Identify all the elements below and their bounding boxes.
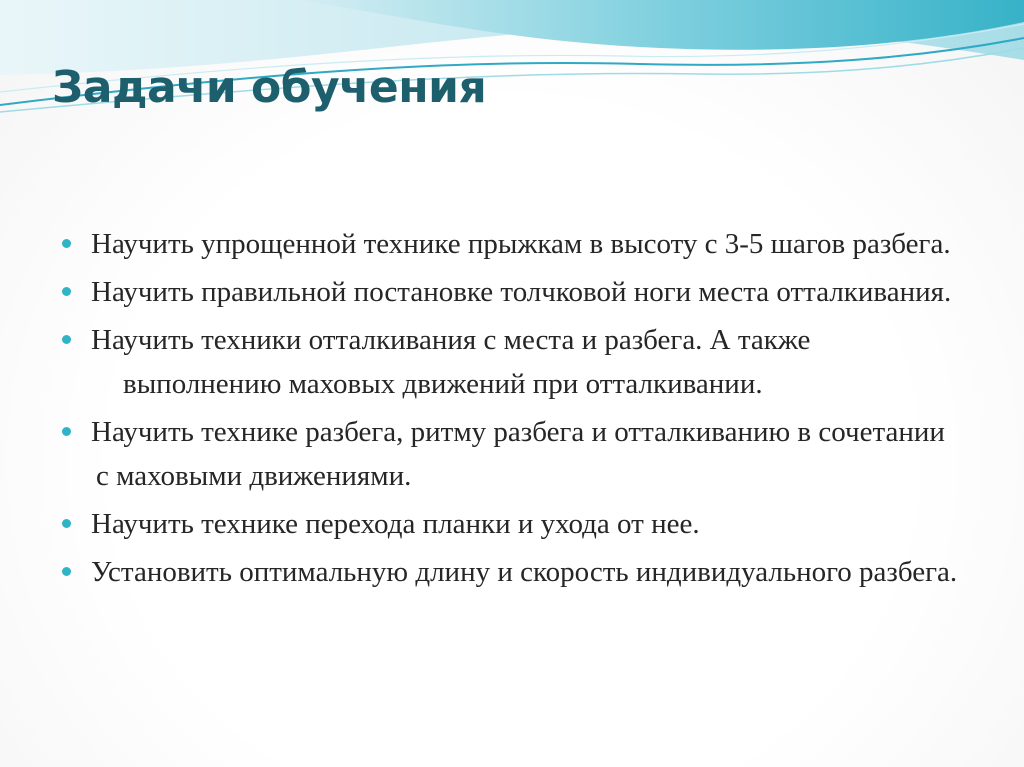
- bullet-text: Научить технике перехода планки и ухода от нее.: [91, 508, 700, 540]
- bullet-item: [60, 225, 960, 263]
- bullet-text: Научить технике разбега, ритму разбега и отталкиванию в сочетании: [91, 416, 945, 448]
- bullet-text: Научить упрощенной технике прыжкам в высоту с 3-5 шагов разбега.: [91, 228, 951, 260]
- bullet-item: [60, 553, 960, 591]
- bullet-dot-icon: [62, 519, 71, 528]
- bullet-dot-icon: [62, 287, 71, 296]
- bullet-item: [60, 505, 960, 543]
- bullet-item: [60, 321, 960, 403]
- bullet-dot-icon: [62, 239, 71, 248]
- bullet-text: Установить оптимальную длину и скорость индивидуального разбега.: [91, 556, 958, 588]
- bullet-dot-icon: [62, 427, 71, 436]
- bullet-item: [60, 273, 960, 311]
- bullet-text: Научить техники отталкивания с места и разбега. А также: [91, 324, 811, 356]
- bullet-text-continuation: с маховыми движениями.: [96, 460, 412, 492]
- bullet-text: Научить правильной постановке толчковой ноги места отталкивания.: [91, 276, 952, 308]
- slide-title: Задачи обучения: [52, 62, 487, 113]
- bullet-list: [60, 225, 960, 601]
- bullet-text-continuation: выполнению маховых движений при отталкивании.: [123, 368, 763, 400]
- bullet-dot-icon: [62, 567, 71, 576]
- bullet-item: [60, 413, 960, 495]
- bullet-dot-icon: [62, 335, 71, 344]
